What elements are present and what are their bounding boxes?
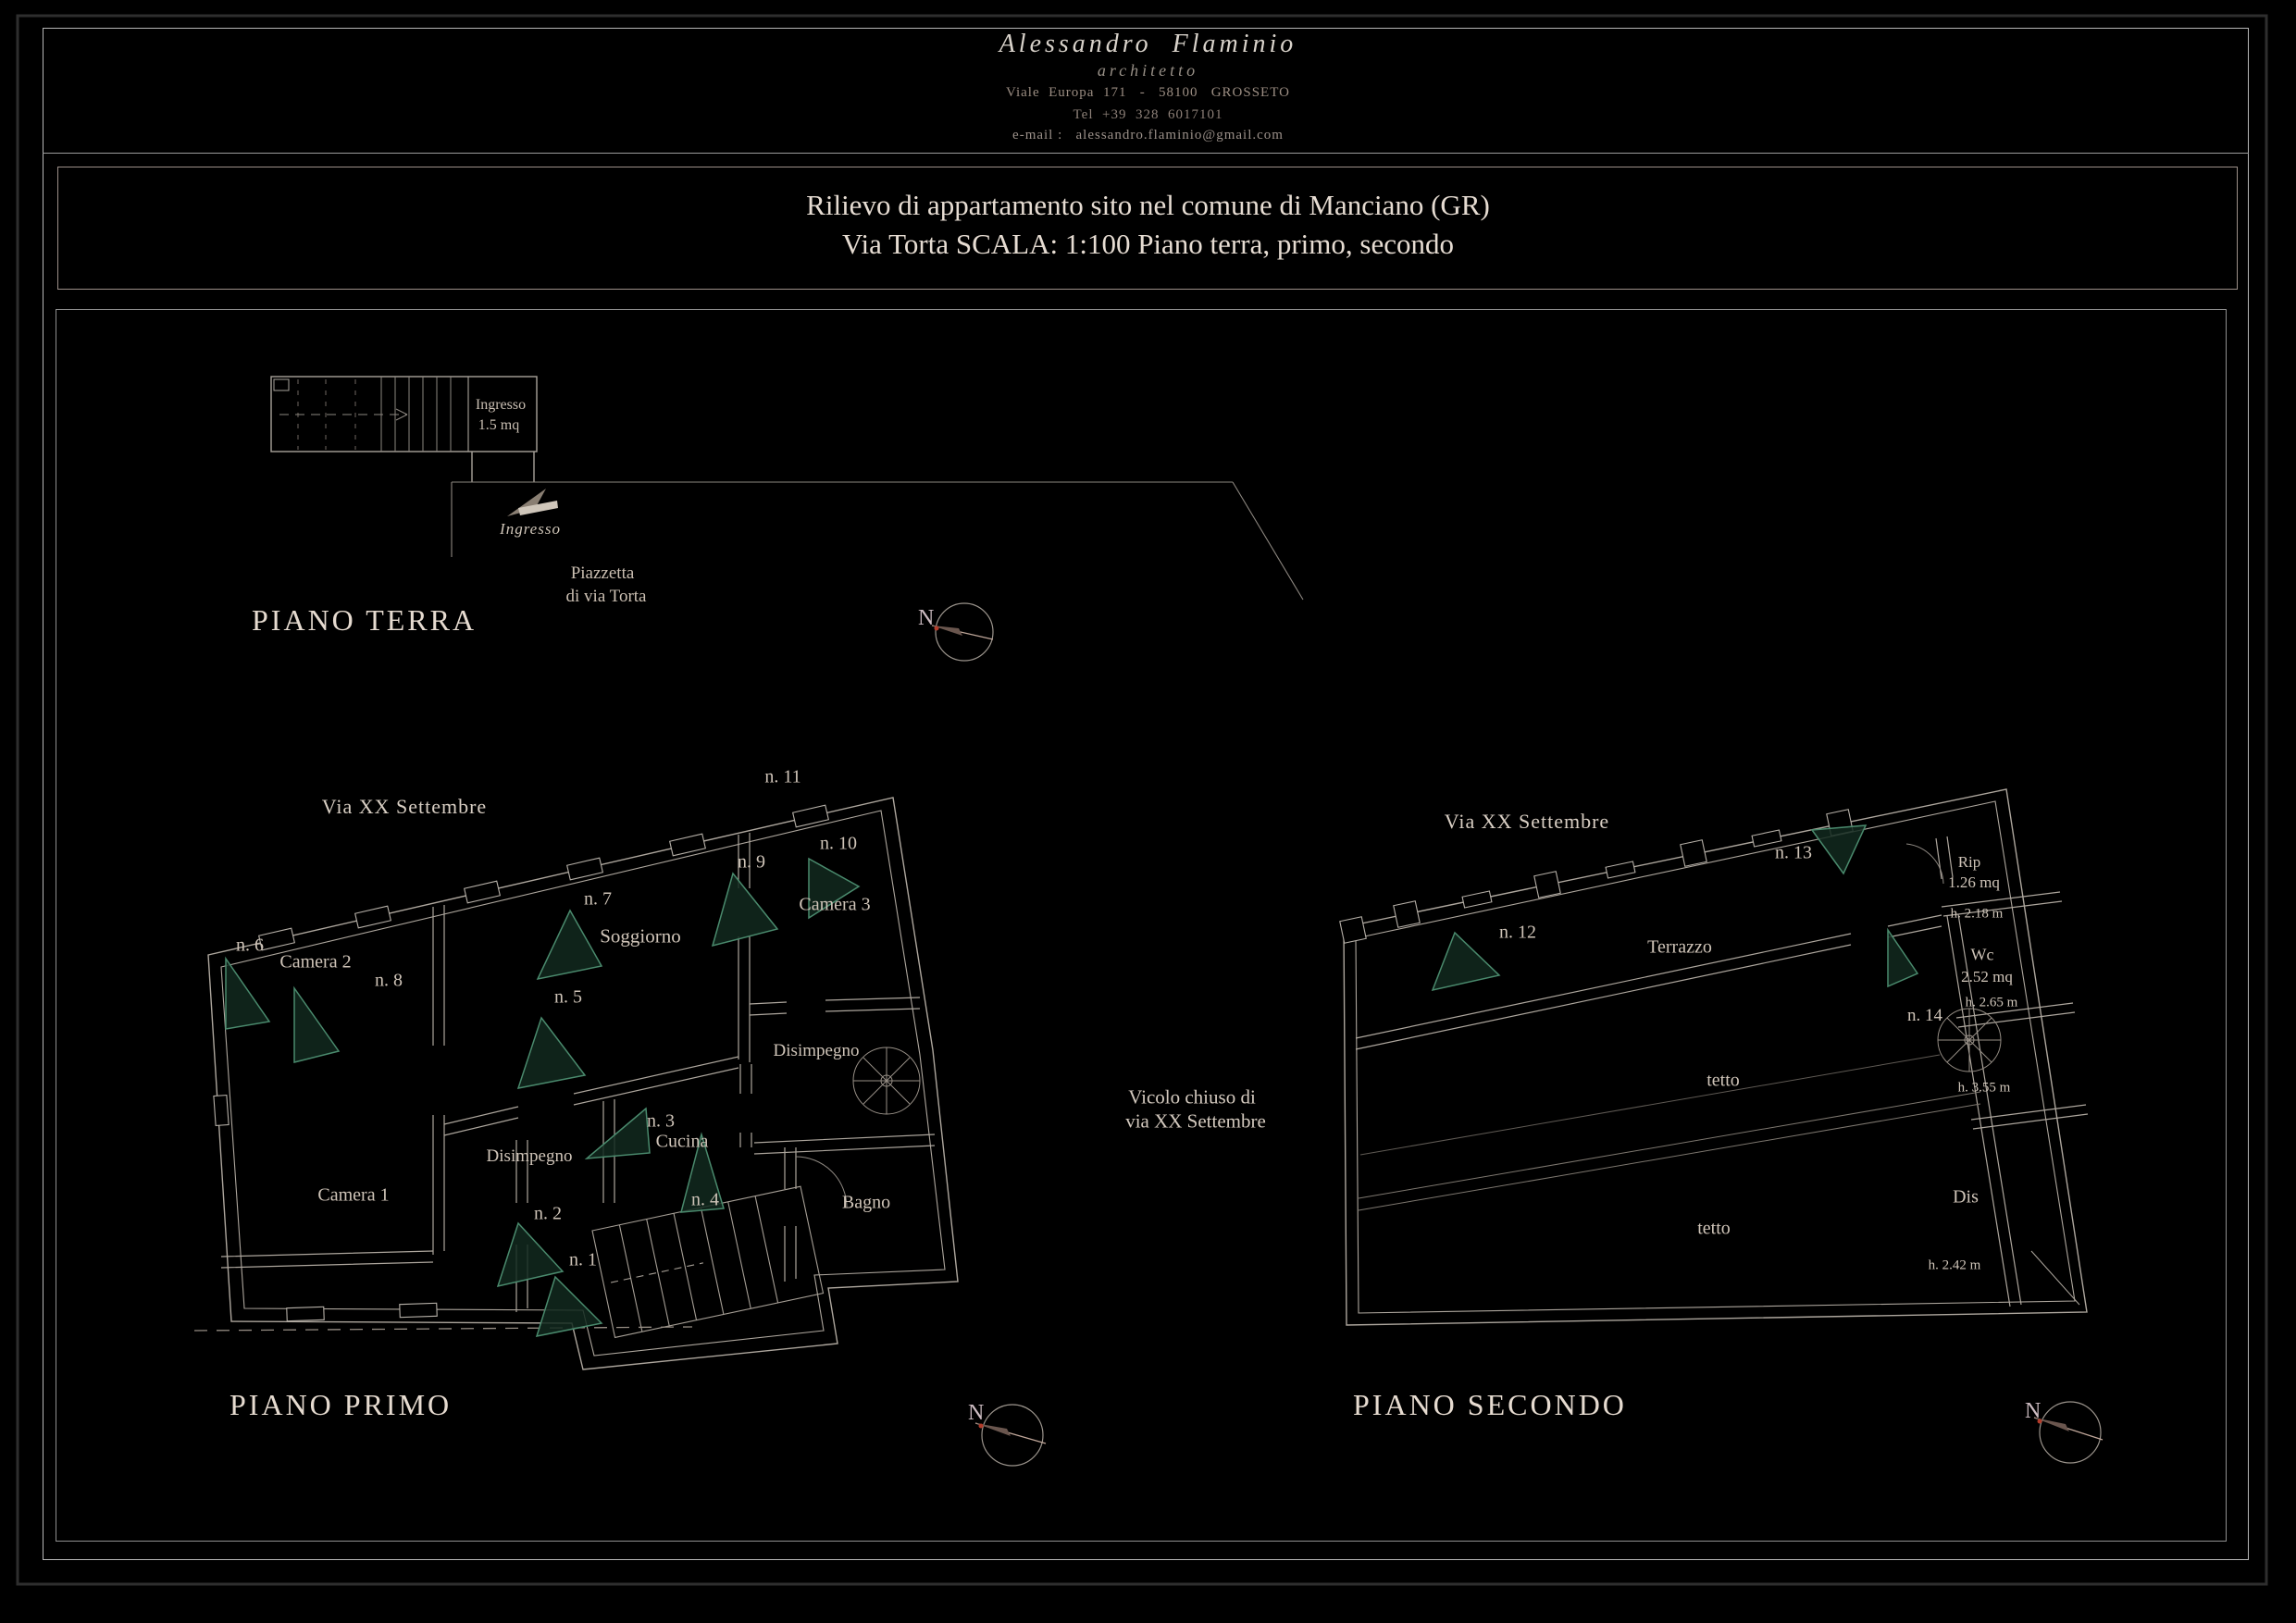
opening-label-n8: n. 8: [375, 970, 403, 991]
piano-terra-plan: [271, 377, 1303, 600]
spiral-stair-icon: [1938, 1009, 2001, 1072]
entrance-arrow-label: Ingresso: [500, 520, 561, 538]
architect-profession: architetto: [1097, 61, 1199, 80]
architect-phone: Tel +39 328 6017101: [1073, 107, 1223, 122]
opening-label-n11: n. 11: [764, 766, 801, 787]
piazzetta-label-line2: di via Torta: [565, 587, 647, 606]
room-label-camera3: Camera 3: [799, 894, 871, 915]
height-label-rip: h. 2.18 m: [1950, 906, 2004, 922]
roof-label-lower: tetto: [1697, 1218, 1731, 1239]
piano-primo-plan: [194, 798, 958, 1369]
north-compass-terra: [932, 603, 993, 661]
opening-label-n14: n. 14: [1907, 1006, 1942, 1025]
roof-label-upper: tetto: [1706, 1070, 1740, 1091]
north-compass-primo: [975, 1405, 1046, 1466]
opening-label-n4: n. 4: [691, 1189, 719, 1210]
north-label-primo: N: [968, 1401, 985, 1425]
room-label-dis: Dis: [1953, 1186, 1979, 1208]
opening-label-n10: n. 10: [820, 833, 857, 854]
opening-label-n2: n. 2: [534, 1203, 562, 1224]
room-label-camera1: Camera 1: [317, 1184, 390, 1206]
room-label-terrazzo: Terrazzo: [1647, 936, 1712, 958]
room-label-wc: Wc: [1970, 945, 1994, 964]
north-compass-secondo: [2034, 1402, 2103, 1463]
room-label-rip: Rip: [1957, 853, 1981, 871]
vicolo-label-line2: via XX Settembre: [1125, 1109, 1266, 1133]
piazzetta-label-line1: Piazzetta: [570, 564, 635, 583]
opening-label-n5: n. 5: [554, 986, 582, 1008]
floor-title-piano-secondo: PIANO SECONDO: [1353, 1388, 1627, 1421]
room-label-disimpegno-right: Disimpegno: [773, 1041, 860, 1060]
opening-label-n6: n. 6: [236, 935, 264, 956]
drawing-title-line1: Rilievo di appartamento sito nel comune di Manciano (GR): [806, 189, 1490, 221]
opening-label-n12: n. 12: [1499, 922, 1536, 943]
floor-title-piano-primo: PIANO PRIMO: [230, 1388, 453, 1421]
height-label-dis: h. 2.42 m: [1928, 1258, 1981, 1273]
opening-label-n13: n. 13: [1775, 842, 1812, 863]
room-area-ingresso: 1.5 mq: [478, 417, 520, 433]
entrance-arrow-icon: [507, 489, 558, 516]
drawing-title-line2: Via Torta SCALA: 1:100 Piano terra, primo, secondo: [842, 228, 1454, 260]
height-label-wc: h. 2.65 m: [1965, 995, 2018, 1010]
architect-name: Alessandro Flaminio: [999, 30, 1297, 58]
opening-label-n3: n. 3: [647, 1110, 675, 1132]
opening-label-n1: n. 1: [569, 1249, 597, 1270]
north-label-secondo: N: [2025, 1399, 2042, 1423]
height-label-stair: h. 3.55 m: [1957, 1080, 2011, 1096]
room-label-soggiorno: Soggiorno: [600, 924, 681, 948]
north-label-terra: N: [918, 606, 935, 630]
room-area-rip: 1.26 mq: [1948, 873, 2000, 891]
street-label-secondo: Via XX Settembre: [1444, 810, 1610, 833]
street-label-primo: Via XX Settembre: [321, 795, 488, 818]
vicolo-label-line1: Vicolo chiuso di: [1128, 1085, 1256, 1109]
opening-triangles: [1433, 825, 1917, 990]
spiral-stair-icon: [853, 1047, 920, 1114]
room-label-bagno: Bagno: [841, 1192, 891, 1213]
room-label-ingresso: Ingresso: [475, 397, 527, 413]
room-label-disimpegno-center: Disimpegno: [486, 1146, 573, 1166]
room-label-cucina: Cucina: [655, 1131, 709, 1152]
architect-address: Viale Europa 171 - 58100 GROSSETO: [1006, 85, 1290, 100]
room-label-camera2: Camera 2: [279, 951, 352, 973]
architect-email: e-mail : alessandro.flaminio@gmail.com: [1012, 128, 1284, 142]
room-area-wc: 2.52 mq: [1961, 968, 2013, 985]
opening-label-n7: n. 7: [584, 888, 612, 910]
opening-label-n9: n. 9: [738, 851, 765, 873]
floor-title-piano-terra: PIANO TERRA: [252, 603, 478, 637]
